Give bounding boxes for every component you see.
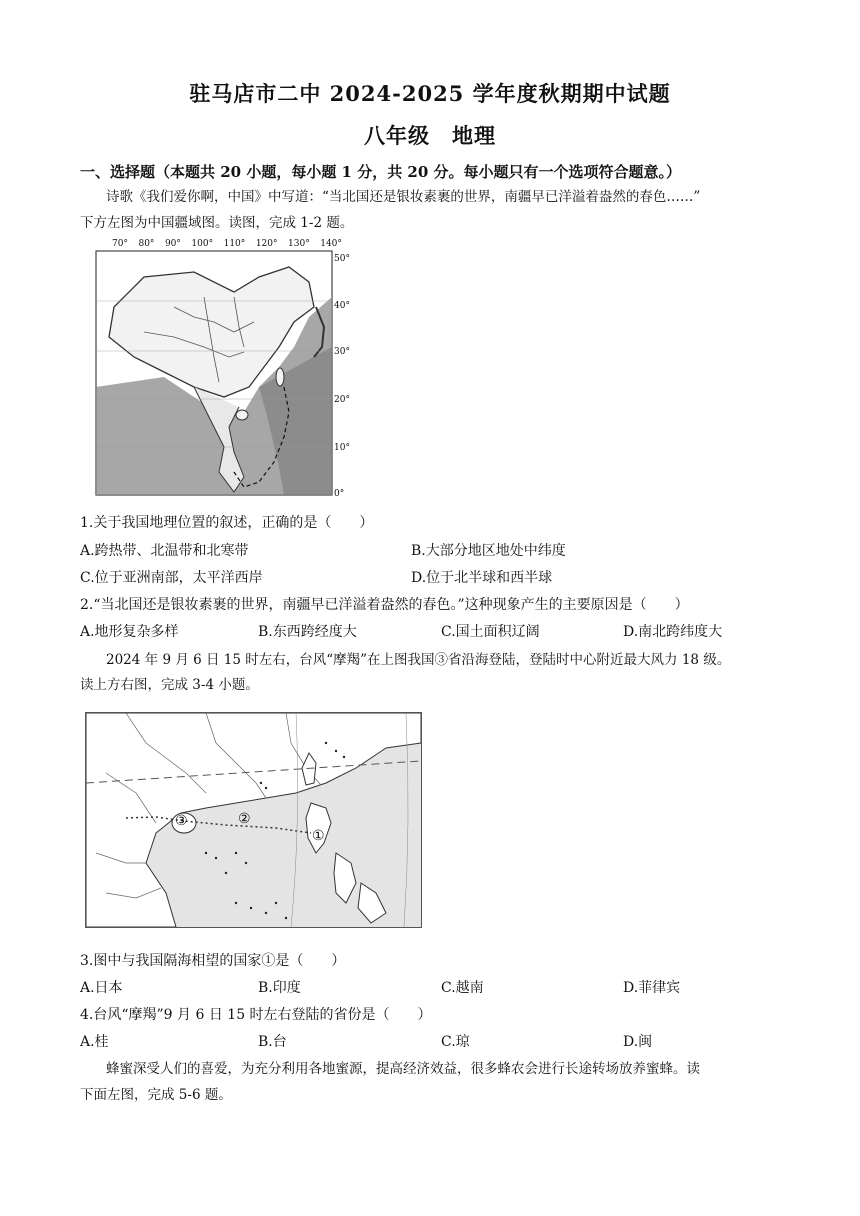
china-territory-map [84,237,354,502]
typhoon-track-map [85,712,422,928]
label-2: ② [238,811,251,827]
q3-option-b[interactable]: B.印度 [258,980,301,996]
q4-option-b[interactable]: B.台 [258,1034,287,1050]
q2-option-d[interactable]: D.南北跨纬度大 [623,624,723,640]
map1-longitude-labels [112,239,342,249]
q1-option-c[interactable]: C.位于亚洲南部，太平洋西岸 [80,570,263,586]
q4-option-a[interactable]: A.桂 [80,1034,109,1050]
q1-stem: 1.关于我国地理位置的叙述，正确的是（ ） [80,515,374,531]
lon-label: 110° [223,239,246,249]
lon-label: 80° [138,239,155,249]
intro3-line2: 下面左图，完成 5-6 题。 [80,1087,232,1103]
lon-label: 90° [164,239,181,249]
q2-stem: 2.“当北国还是银妆素裹的世界，南疆早已洋溢着盎然的春色。”这种现象产生的主要原因是（ ） [80,597,689,613]
intro1-line1: 诗歌《我们爱你啊，中国》中写道：“当北国还是银妆素裹的世界，南疆早已洋溢着盎然的春色……” [106,189,701,205]
lat-label: 10° [334,443,350,453]
intro2-line2: 读上方右图，完成 3-4 小题。 [80,677,259,693]
intro1-line2: 下方左图为中国疆域图。读图，完成 1-2 题。 [80,215,354,231]
q4-option-d[interactable]: D.闽 [623,1034,653,1050]
q1-option-a[interactable]: A.跨热带、北温带和北寒带 [80,543,249,559]
page-title: 驻马店市二中 2024-2025 学年度秋期期中试题 [189,81,671,106]
q3-option-a[interactable]: A.日本 [80,980,123,996]
q1-option-d[interactable]: D.位于北半球和西半球 [411,570,553,586]
intro3-line1: 蜂蜜深受人们的喜爱，为充分利用各地蜜源，提高经济效益，很多蜂农会进行长途转场放养蜜蜂。读 [106,1061,700,1077]
lon-label: 130° [288,239,310,249]
q2-option-b[interactable]: B.东西跨经度大 [258,624,357,640]
lat-label: 50° [334,254,350,264]
lat-label: 30° [334,347,350,357]
q4-stem: 4.台风“摩羯”9 月 6 日 15 时左右登陆的省份是（ ） [80,1007,432,1023]
lat-label: 40° [334,301,350,311]
q2-option-a[interactable]: A.地形复杂多样 [80,624,179,640]
q1-option-b[interactable]: B.大部分地区地处中纬度 [411,543,566,559]
q4-option-c[interactable]: C.琼 [441,1034,470,1050]
label-3: ③ [175,813,188,829]
lon-label: 100° [191,239,214,249]
lat-label: 20° [334,395,350,405]
page-subtitle: 八年级 地理 [364,123,496,148]
lat-label: 0° [334,489,345,499]
q3-option-c[interactable]: C.越南 [441,980,484,996]
lon-label: 70° [112,239,128,249]
q3-option-d[interactable]: D.菲律宾 [623,980,681,996]
lon-label: 120° [255,239,278,249]
label-1: ① [312,828,325,844]
section-heading: 一、选择题（本题共 20 小题，每小题 1 分，共 20 分。每小题只有一个选项符合题意。） [80,163,682,181]
lon-label: 140° [320,239,342,249]
q3-stem: 3.图中与我国隔海相望的国家①是（ ） [80,953,346,969]
q2-option-c[interactable]: C.国土面积辽阔 [441,624,540,640]
intro2-line1: 2024 年 9 月 6 日 15 时左右，台风“摩羯”在上图我国③省沿海登陆，登陆时中心附近最大风力 18 级。 [106,652,731,668]
